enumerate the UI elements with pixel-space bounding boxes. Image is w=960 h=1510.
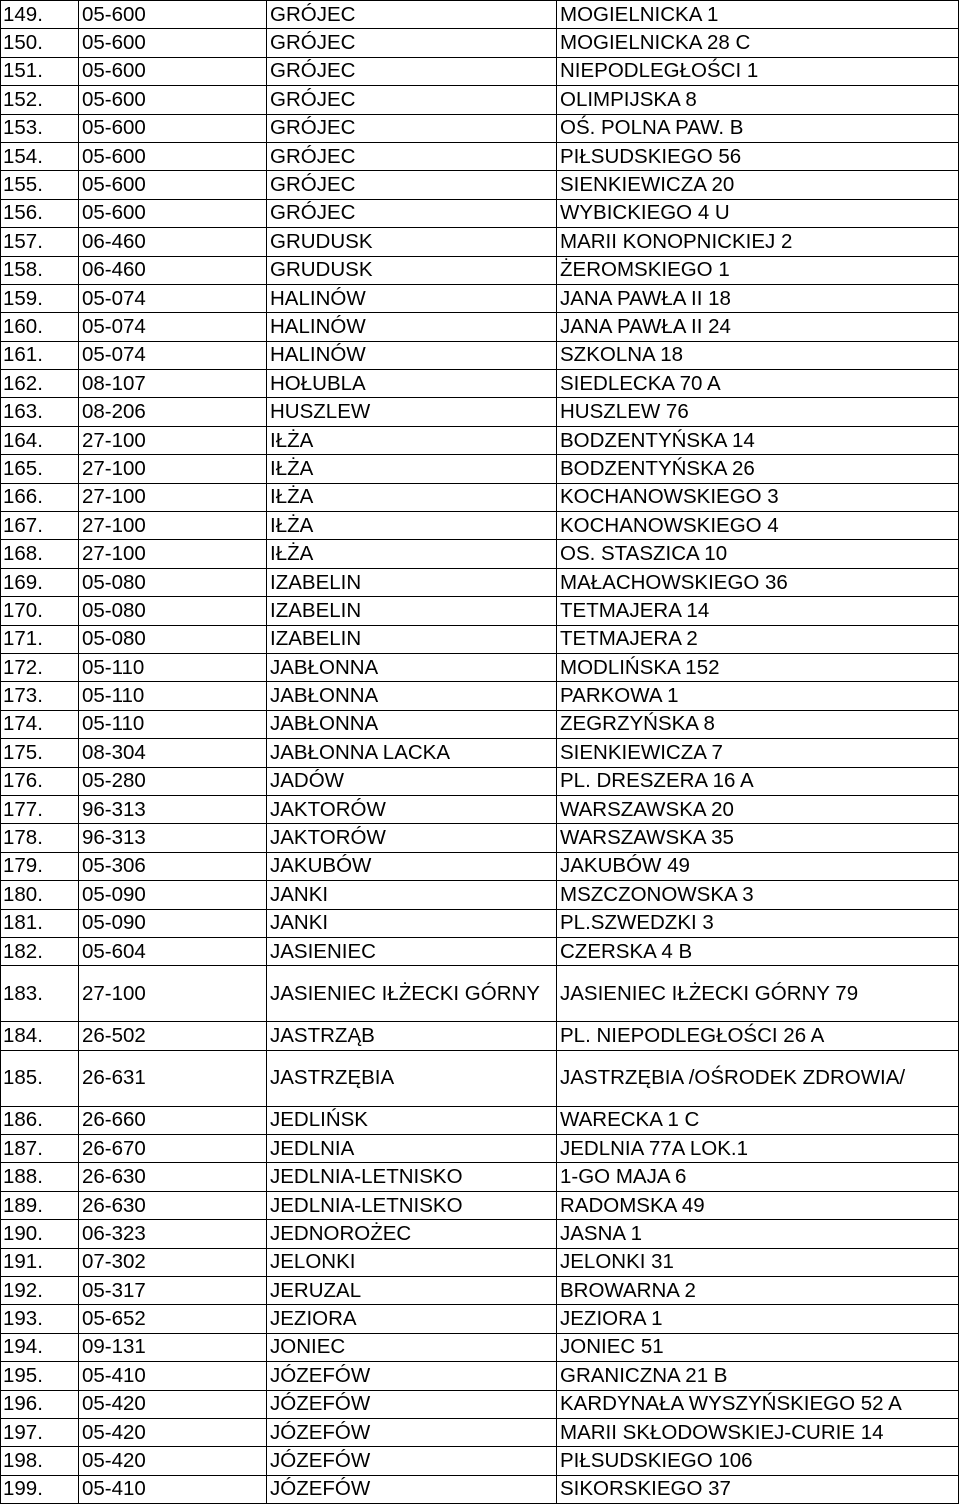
cell-city: JEDLIŃSK <box>267 1106 557 1134</box>
cell-city: JERUZAL <box>267 1277 557 1305</box>
cell-code: 05-074 <box>79 341 267 369</box>
table-row <box>1 540 959 568</box>
table-row <box>1 1191 959 1219</box>
cell-num: 166. <box>1 483 79 511</box>
cell-city: JASTRZĄB <box>267 1022 557 1050</box>
cell-street: MSZCZONOWSKA 3 <box>557 881 959 909</box>
table-row <box>1 1475 959 1503</box>
cell-street: SIENKIEWICZA 7 <box>557 739 959 767</box>
cell-code: 05-110 <box>79 653 267 681</box>
cell-num: 161. <box>1 341 79 369</box>
cell-num: 157. <box>1 228 79 256</box>
table-row <box>1 1305 959 1333</box>
cell-num: 149. <box>1 1 79 29</box>
cell-num: 171. <box>1 625 79 653</box>
cell-street: 1-GO MAJA 6 <box>557 1163 959 1191</box>
table-row <box>1 1 959 29</box>
table-row <box>1 1106 959 1134</box>
cell-num: 174. <box>1 710 79 738</box>
cell-code: 05-600 <box>79 29 267 57</box>
cell-code: 09-131 <box>79 1333 267 1361</box>
cell-code: 05-317 <box>79 1277 267 1305</box>
address-table-body <box>1 1 959 1504</box>
cell-city: IŁŻA <box>267 512 557 540</box>
cell-code: 05-604 <box>79 937 267 965</box>
cell-code: 05-410 <box>79 1362 267 1390</box>
cell-street: KOCHANOWSKIEGO 3 <box>557 483 959 511</box>
cell-num: 192. <box>1 1277 79 1305</box>
cell-city: JEZIORA <box>267 1305 557 1333</box>
cell-street: JAKUBÓW 49 <box>557 852 959 880</box>
cell-city: IŁŻA <box>267 540 557 568</box>
cell-city: GRÓJEC <box>267 142 557 170</box>
table-row <box>1 795 959 823</box>
cell-num: 197. <box>1 1418 79 1446</box>
table-row <box>1 29 959 57</box>
cell-code: 27-100 <box>79 426 267 454</box>
cell-street: JANA PAWŁA II 18 <box>557 284 959 312</box>
cell-num: 152. <box>1 86 79 114</box>
cell-code: 05-110 <box>79 682 267 710</box>
cell-num: 168. <box>1 540 79 568</box>
table-row <box>1 625 959 653</box>
cell-city: JABŁONNA LACKA <box>267 739 557 767</box>
cell-num: 172. <box>1 653 79 681</box>
cell-num: 175. <box>1 739 79 767</box>
cell-num: 158. <box>1 256 79 284</box>
table-row <box>1 313 959 341</box>
cell-street: JEZIORA 1 <box>557 1305 959 1333</box>
cell-street: MOGIELNICKA 28 C <box>557 29 959 57</box>
cell-street: OLIMPIJSKA 8 <box>557 86 959 114</box>
cell-num: 154. <box>1 142 79 170</box>
cell-street: PARKOWA 1 <box>557 682 959 710</box>
cell-code: 05-420 <box>79 1418 267 1446</box>
cell-num: 181. <box>1 909 79 937</box>
cell-city: JELONKI <box>267 1248 557 1276</box>
cell-street: JEDLNIA 77A LOK.1 <box>557 1135 959 1163</box>
cell-street: SZKOLNA 18 <box>557 341 959 369</box>
cell-num: 190. <box>1 1220 79 1248</box>
cell-street: CZERSKA 4 B <box>557 937 959 965</box>
cell-street: SIENKIEWICZA 20 <box>557 171 959 199</box>
table-row <box>1 852 959 880</box>
cell-street: BODZENTYŃSKA 14 <box>557 426 959 454</box>
cell-city: GRUDUSK <box>267 256 557 284</box>
cell-code: 05-306 <box>79 852 267 880</box>
cell-code: 26-630 <box>79 1191 267 1219</box>
table-row <box>1 1418 959 1446</box>
cell-city: HUSZLEW <box>267 398 557 426</box>
cell-street: OS. STASZICA 10 <box>557 540 959 568</box>
cell-street: PIŁSUDSKIEGO 56 <box>557 142 959 170</box>
cell-num: 170. <box>1 597 79 625</box>
cell-city: JAKUBÓW <box>267 852 557 880</box>
table-row <box>1 710 959 738</box>
cell-num: 184. <box>1 1022 79 1050</box>
table-row <box>1 1022 959 1050</box>
cell-num: 160. <box>1 313 79 341</box>
cell-num: 167. <box>1 512 79 540</box>
table-row <box>1 966 959 1022</box>
table-row <box>1 57 959 85</box>
cell-num: 194. <box>1 1333 79 1361</box>
cell-city: JANKI <box>267 909 557 937</box>
table-row <box>1 1390 959 1418</box>
cell-street: MARII SKŁODOWSKIEJ-CURIE 14 <box>557 1418 959 1446</box>
table-row <box>1 370 959 398</box>
cell-street: MAŁACHOWSKIEGO 36 <box>557 568 959 596</box>
cell-num: 183. <box>1 966 79 1022</box>
cell-city: IŁŻA <box>267 455 557 483</box>
cell-street: ZEGRZYŃSKA 8 <box>557 710 959 738</box>
cell-num: 196. <box>1 1390 79 1418</box>
cell-num: 176. <box>1 767 79 795</box>
cell-code: 96-313 <box>79 795 267 823</box>
cell-code: 05-074 <box>79 284 267 312</box>
cell-city: JASTRZĘBIA <box>267 1050 557 1106</box>
table-row <box>1 142 959 170</box>
cell-city: GRÓJEC <box>267 86 557 114</box>
cell-code: 05-600 <box>79 114 267 142</box>
cell-code: 05-600 <box>79 1 267 29</box>
table-row <box>1 512 959 540</box>
cell-code: 27-100 <box>79 455 267 483</box>
cell-code: 05-090 <box>79 909 267 937</box>
cell-code: 27-100 <box>79 540 267 568</box>
table-row <box>1 568 959 596</box>
cell-street: RADOMSKA 49 <box>557 1191 959 1219</box>
cell-code: 96-313 <box>79 824 267 852</box>
cell-street: KARDYNAŁA WYSZYŃSKIEGO 52 A <box>557 1390 959 1418</box>
cell-city: JONIEC <box>267 1333 557 1361</box>
cell-street: PL.SZWEDZKI 3 <box>557 909 959 937</box>
cell-street: MOGIELNICKA 1 <box>557 1 959 29</box>
cell-city: JABŁONNA <box>267 710 557 738</box>
cell-street: SIKORSKIEGO 37 <box>557 1475 959 1503</box>
cell-num: 180. <box>1 881 79 909</box>
cell-num: 169. <box>1 568 79 596</box>
cell-street: WYBICKIEGO 4 U <box>557 199 959 227</box>
table-row <box>1 1248 959 1276</box>
cell-street: JASIENIEC IŁŻECKI GÓRNY 79 <box>557 966 959 1022</box>
cell-code: 05-420 <box>79 1390 267 1418</box>
table-row <box>1 1135 959 1163</box>
cell-code: 05-600 <box>79 57 267 85</box>
cell-city: JEDLNIA <box>267 1135 557 1163</box>
cell-city: GRÓJEC <box>267 29 557 57</box>
cell-street: TETMAJERA 2 <box>557 625 959 653</box>
cell-num: 163. <box>1 398 79 426</box>
cell-street: TETMAJERA 14 <box>557 597 959 625</box>
cell-street: JONIEC 51 <box>557 1333 959 1361</box>
cell-code: 05-080 <box>79 597 267 625</box>
cell-street: GRANICZNA 21 B <box>557 1362 959 1390</box>
cell-num: 199. <box>1 1475 79 1503</box>
cell-num: 187. <box>1 1135 79 1163</box>
table-row <box>1 1220 959 1248</box>
cell-num: 198. <box>1 1447 79 1475</box>
cell-street: JASNA 1 <box>557 1220 959 1248</box>
table-row <box>1 284 959 312</box>
cell-street: NIEPODLEGŁOŚCI 1 <box>557 57 959 85</box>
table-row <box>1 682 959 710</box>
table-row <box>1 1333 959 1361</box>
table-row <box>1 824 959 852</box>
cell-code: 27-100 <box>79 483 267 511</box>
cell-num: 173. <box>1 682 79 710</box>
cell-code: 26-630 <box>79 1163 267 1191</box>
cell-num: 178. <box>1 824 79 852</box>
table-row <box>1 171 959 199</box>
cell-city: JABŁONNA <box>267 653 557 681</box>
cell-code: 05-410 <box>79 1475 267 1503</box>
cell-city: JABŁONNA <box>267 682 557 710</box>
cell-city: JÓZEFÓW <box>267 1390 557 1418</box>
cell-num: 165. <box>1 455 79 483</box>
cell-code: 05-080 <box>79 625 267 653</box>
table-row <box>1 767 959 795</box>
cell-code: 08-304 <box>79 739 267 767</box>
cell-street: PIŁSUDSKIEGO 106 <box>557 1447 959 1475</box>
cell-num: 191. <box>1 1248 79 1276</box>
cell-code: 06-460 <box>79 256 267 284</box>
cell-street: BODZENTYŃSKA 26 <box>557 455 959 483</box>
cell-city: HALINÓW <box>267 341 557 369</box>
cell-num: 186. <box>1 1106 79 1134</box>
cell-num: 185. <box>1 1050 79 1106</box>
cell-city: HALINÓW <box>267 313 557 341</box>
cell-street: KOCHANOWSKIEGO 4 <box>557 512 959 540</box>
cell-city: JEDLNIA-LETNISKO <box>267 1191 557 1219</box>
cell-code: 05-652 <box>79 1305 267 1333</box>
cell-city: JADÓW <box>267 767 557 795</box>
cell-num: 151. <box>1 57 79 85</box>
cell-num: 155. <box>1 171 79 199</box>
cell-city: JAKTORÓW <box>267 824 557 852</box>
cell-street: MODLIŃSKA 152 <box>557 653 959 681</box>
cell-code: 05-280 <box>79 767 267 795</box>
cell-num: 193. <box>1 1305 79 1333</box>
cell-num: 150. <box>1 29 79 57</box>
cell-street: WARSZAWSKA 20 <box>557 795 959 823</box>
table-row <box>1 114 959 142</box>
table-row <box>1 483 959 511</box>
cell-city: JÓZEFÓW <box>267 1447 557 1475</box>
cell-street: OŚ. POLNA PAW. B <box>557 114 959 142</box>
cell-num: 188. <box>1 1163 79 1191</box>
cell-num: 189. <box>1 1191 79 1219</box>
cell-code: 05-600 <box>79 142 267 170</box>
cell-city: JANKI <box>267 881 557 909</box>
cell-city: JASIENIEC <box>267 937 557 965</box>
cell-code: 26-660 <box>79 1106 267 1134</box>
table-row <box>1 455 959 483</box>
cell-street: ŻEROMSKIEGO 1 <box>557 256 959 284</box>
cell-city: IŁŻA <box>267 483 557 511</box>
cell-street: JANA PAWŁA II 24 <box>557 313 959 341</box>
table-row <box>1 1362 959 1390</box>
cell-num: 164. <box>1 426 79 454</box>
cell-code: 05-080 <box>79 568 267 596</box>
cell-code: 26-502 <box>79 1022 267 1050</box>
table-row <box>1 937 959 965</box>
table-row <box>1 341 959 369</box>
cell-code: 27-100 <box>79 512 267 540</box>
cell-city: GRÓJEC <box>267 1 557 29</box>
cell-street: PL. DRESZERA 16 A <box>557 767 959 795</box>
table-row <box>1 426 959 454</box>
cell-num: 162. <box>1 370 79 398</box>
table-row <box>1 597 959 625</box>
table-row <box>1 1050 959 1106</box>
cell-code: 08-107 <box>79 370 267 398</box>
cell-street: MARII KONOPNICKIEJ 2 <box>557 228 959 256</box>
cell-city: GRÓJEC <box>267 171 557 199</box>
cell-num: 159. <box>1 284 79 312</box>
cell-city: JEDNOROŻEC <box>267 1220 557 1248</box>
cell-street: WARECKA 1 C <box>557 1106 959 1134</box>
cell-city: JEDLNIA-LETNISKO <box>267 1163 557 1191</box>
cell-code: 05-600 <box>79 171 267 199</box>
cell-city: HOŁUBLA <box>267 370 557 398</box>
cell-street: JASTRZĘBIA /OŚRODEK ZDROWIA/ <box>557 1050 959 1106</box>
cell-num: 182. <box>1 937 79 965</box>
cell-city: GRUDUSK <box>267 228 557 256</box>
cell-code: 27-100 <box>79 966 267 1022</box>
cell-city: JÓZEFÓW <box>267 1475 557 1503</box>
table-row <box>1 739 959 767</box>
cell-city: GRÓJEC <box>267 199 557 227</box>
cell-city: JASIENIEC IŁŻECKI GÓRNY <box>267 966 557 1022</box>
cell-street: BROWARNA 2 <box>557 1277 959 1305</box>
cell-city: GRÓJEC <box>267 57 557 85</box>
cell-street: PL. NIEPODLEGŁOŚCI 26 A <box>557 1022 959 1050</box>
cell-code: 05-074 <box>79 313 267 341</box>
table-row <box>1 1277 959 1305</box>
cell-code: 26-631 <box>79 1050 267 1106</box>
table-row <box>1 256 959 284</box>
cell-city: IZABELIN <box>267 625 557 653</box>
cell-num: 153. <box>1 114 79 142</box>
table-row <box>1 86 959 114</box>
cell-street: HUSZLEW 76 <box>557 398 959 426</box>
cell-code: 06-460 <box>79 228 267 256</box>
table-row <box>1 1447 959 1475</box>
cell-code: 05-420 <box>79 1447 267 1475</box>
cell-code: 06-323 <box>79 1220 267 1248</box>
cell-num: 195. <box>1 1362 79 1390</box>
cell-city: JÓZEFÓW <box>267 1362 557 1390</box>
table-row <box>1 228 959 256</box>
cell-code: 08-206 <box>79 398 267 426</box>
cell-num: 179. <box>1 852 79 880</box>
cell-code: 26-670 <box>79 1135 267 1163</box>
table-row <box>1 1163 959 1191</box>
cell-code: 05-600 <box>79 86 267 114</box>
cell-code: 07-302 <box>79 1248 267 1276</box>
cell-city: IZABELIN <box>267 568 557 596</box>
cell-street: SIEDLECKA 70 A <box>557 370 959 398</box>
table-row <box>1 881 959 909</box>
cell-code: 05-090 <box>79 881 267 909</box>
cell-city: GRÓJEC <box>267 114 557 142</box>
table-row <box>1 909 959 937</box>
table-row <box>1 398 959 426</box>
cell-city: IZABELIN <box>267 597 557 625</box>
cell-street: JELONKI 31 <box>557 1248 959 1276</box>
table-row <box>1 199 959 227</box>
cell-num: 156. <box>1 199 79 227</box>
cell-city: HALINÓW <box>267 284 557 312</box>
cell-code: 05-600 <box>79 199 267 227</box>
cell-city: JAKTORÓW <box>267 795 557 823</box>
cell-num: 177. <box>1 795 79 823</box>
cell-city: JÓZEFÓW <box>267 1418 557 1446</box>
cell-code: 05-110 <box>79 710 267 738</box>
table-row <box>1 653 959 681</box>
cell-city: IŁŻA <box>267 426 557 454</box>
cell-street: WARSZAWSKA 35 <box>557 824 959 852</box>
